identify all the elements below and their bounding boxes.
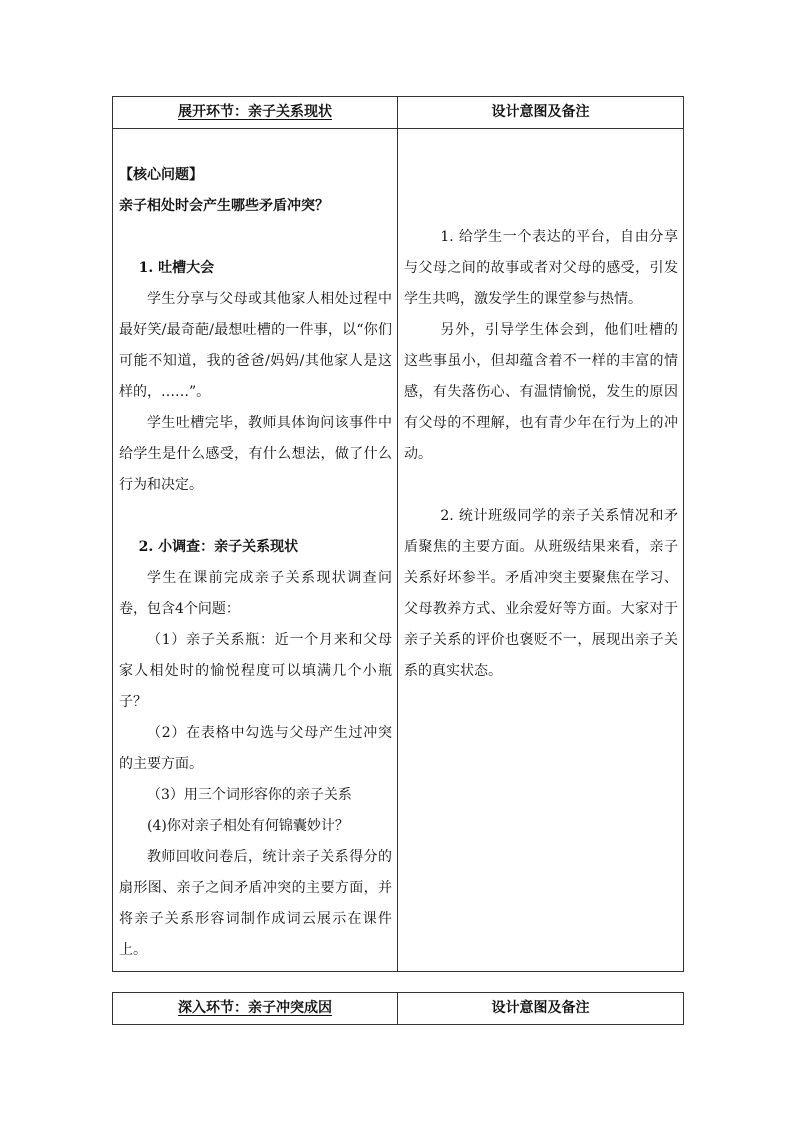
intent-paragraph: 2. 统计班级同学的亲子关系情况和矛盾聚焦的主要方面。从班级结果来看，亲子关系好坏参半。矛盾冲突主要聚焦在学习、父母教养方式、业余爱好等方面。大家对于亲子关系的评价也褒贬不一，展现出亲子关系的真实状态。: [404, 508, 678, 679]
core-question: 亲子相处时会产生哪些矛盾冲突？: [119, 198, 329, 214]
activity-paragraph: 教师回收问卷后，统计亲子关系得分的扇形图、亲子之间矛盾冲突的主要方面，并将亲子关系形容词制作成词云展示在课件上。: [119, 849, 392, 958]
section-header-expand: [113, 97, 398, 129]
lesson-table-deepen: [112, 992, 684, 1025]
lesson-table-expand: [112, 96, 684, 972]
activity-cell: [113, 129, 398, 972]
survey-question-4: (4)你对亲子相处有何锦囊妙计？: [147, 818, 349, 834]
section-title: 深入环节：亲子冲突成因: [178, 1000, 332, 1016]
design-intent-header: [398, 993, 684, 1025]
design-intent-cell: [398, 129, 684, 972]
design-intent-title: 设计意图及备注: [491, 104, 590, 120]
activity-paragraph: 学生在课前完成亲子关系现状调查问卷，包含4个问题：: [119, 570, 392, 617]
activity-title-1: 1. 吐槽大会: [138, 260, 215, 276]
intent-paragraph: 另外，引导学生体会到，他们吐槽的这些事虽小，但却蕴含着不一样的丰富的情感，有失落伤心、有温情愉悦，发生的原因有父母的不理解，也有青少年在行为上的冲动。: [404, 322, 678, 462]
activity-paragraph: 学生分享与父母或其他家人相处过程中最好笑/最奇葩/最想吐槽的一件事，以“你们可能不知道，我的爸爸/妈妈/其他家人是这样的，……”。: [119, 291, 392, 400]
core-question-tag: 【核心问题】: [119, 167, 203, 183]
design-intent-title: 设计意图及备注: [491, 1000, 590, 1016]
section-title: 展开环节：亲子关系现状: [178, 104, 332, 120]
survey-question-1: （1）亲子关系瓶：近一个月来和父母家人相处时的愉悦程度可以填满几个小瓶子？: [119, 632, 392, 710]
survey-question-3: （3）用三个词形容你的亲子关系: [147, 787, 352, 803]
activity-paragraph: 学生吐槽完毕，教师具体询问该事件中给学生是什么感受，有什么想法，做了什么行为和决定。: [119, 415, 392, 493]
section-header-deepen: [113, 993, 398, 1025]
design-intent-header: [398, 97, 684, 129]
activity-title-2: 2. 小调查：亲子关系现状: [138, 539, 299, 555]
survey-question-2: （2）在表格中勾选与父母产生过冲突的主要方面。: [119, 725, 392, 772]
intent-paragraph: 1. 给学生一个表达的平台，自由分享与父母之间的故事或者对父母的感受，引发学生共鸣，激发学生的课堂参与热情。: [404, 229, 678, 307]
